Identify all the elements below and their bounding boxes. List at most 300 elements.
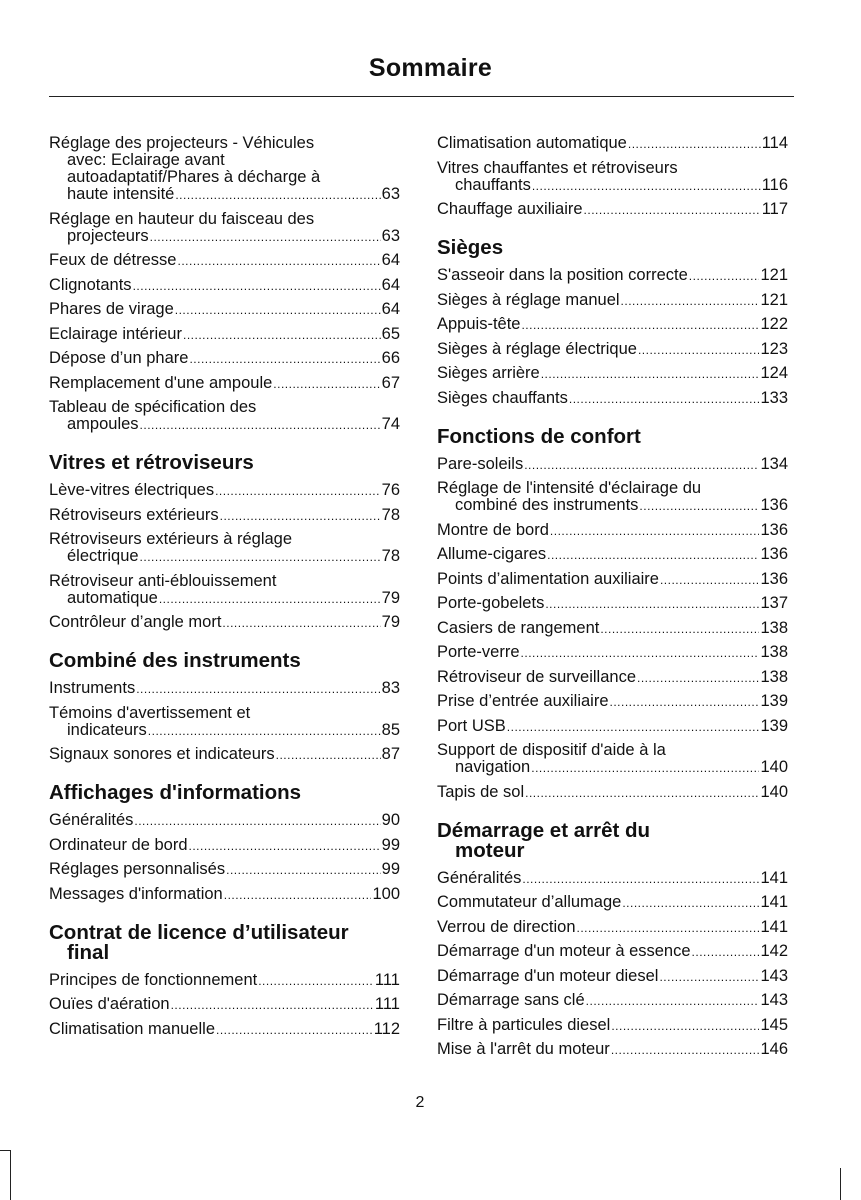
- toc-entry-text: Mise à l'arrêt du moteur: [437, 1040, 610, 1058]
- toc-page-number[interactable]: 136: [760, 520, 788, 539]
- toc-page-number[interactable]: 141: [760, 917, 788, 936]
- toc-entry-text: Généralités: [49, 811, 134, 829]
- toc-entry[interactable]: [49, 1021, 400, 1039]
- toc-entry-text: chauffants: [455, 175, 531, 194]
- dot-leader: [521, 316, 759, 334]
- toc-page-number[interactable]: 136: [760, 496, 788, 514]
- toc-entry-last-line: [49, 301, 400, 319]
- toc-page-number[interactable]: 140: [760, 758, 788, 776]
- toc-page-number[interactable]: 99: [381, 860, 400, 878]
- toc-entry-last-line: [437, 497, 788, 515]
- toc-entry-last-line: [437, 365, 788, 383]
- toc-entry-last-line: [49, 861, 400, 879]
- toc-entry-last-line: [437, 1041, 788, 1059]
- section-heading: [49, 783, 400, 803]
- toc-entry-last-line: [49, 886, 400, 904]
- dot-leader: [637, 669, 759, 687]
- toc-entry[interactable]: [437, 894, 788, 912]
- toc-page-number[interactable]: 143: [760, 966, 788, 985]
- toc-column-right: [437, 135, 788, 1066]
- toc-page-number[interactable]: 142: [760, 942, 788, 960]
- toc-entry-text: Appuis-tête: [437, 315, 521, 333]
- toc-entry[interactable]: [437, 1017, 788, 1035]
- toc-page-number[interactable]: 112: [373, 1019, 400, 1038]
- toc-page-number[interactable]: 141: [760, 868, 788, 887]
- toc-entry-text: Allume-cigares: [437, 545, 547, 563]
- section-heading-line: Combiné des instruments: [49, 649, 301, 672]
- toc-entry[interactable]: [49, 350, 400, 368]
- dot-leader: [522, 870, 759, 888]
- toc-entry[interactable]: [437, 595, 788, 613]
- toc-entry-text: Lève-vitres électriques: [49, 481, 215, 499]
- section-heading-line: final: [67, 940, 110, 964]
- toc-entry-text: Réglage des projecteurs - Véhicules: [49, 134, 315, 152]
- dot-leader: [136, 680, 380, 698]
- toc-entry-last-line: [437, 1017, 788, 1035]
- section-heading-line: Contrat de licence d’utilisateur: [49, 920, 349, 944]
- toc-page-number[interactable]: 64: [381, 251, 400, 269]
- toc-page-number[interactable]: 114: [761, 134, 788, 152]
- dot-leader: [258, 972, 374, 990]
- section-heading: [437, 238, 788, 258]
- toc-entry[interactable]: [49, 996, 400, 1014]
- toc-entry-text: Tapis de sol: [437, 782, 525, 801]
- section-heading-line: Fonctions de confort: [437, 424, 641, 448]
- toc-entry-last-line: [437, 919, 788, 937]
- toc-entry-text: Prise d’entrée auxiliaire: [437, 692, 609, 710]
- dot-leader: [525, 784, 759, 802]
- toc-entry-last-line: [437, 390, 788, 408]
- toc-entry-text: Port USB: [437, 716, 506, 735]
- dot-leader: [545, 595, 759, 613]
- toc-page-number[interactable]: 79: [381, 613, 400, 631]
- toc-entry-text: Chauffage auxiliaire: [437, 200, 583, 218]
- toc-entry[interactable]: [437, 456, 788, 474]
- toc-entry[interactable]: [49, 277, 400, 295]
- toc-entry-last-line: [437, 456, 788, 474]
- toc-entry-last-line: [49, 680, 400, 698]
- toc-entry-text: haute intensité: [67, 185, 175, 203]
- toc-entry[interactable]: [437, 718, 788, 736]
- dot-leader: [226, 861, 381, 879]
- toc-entry-text: Feux de détresse: [49, 251, 177, 269]
- toc-page-number[interactable]: 63: [381, 185, 400, 203]
- toc-entry-last-line: [49, 375, 400, 393]
- toc-page-number[interactable]: 124: [760, 364, 788, 382]
- toc-page-number[interactable]: 136: [760, 569, 788, 588]
- dot-leader: [178, 252, 381, 270]
- dot-leader: [220, 507, 381, 525]
- toc-entry-last-line: [49, 1021, 400, 1039]
- dot-leader: [175, 301, 381, 319]
- toc-entry-text: Contrôleur d’angle mort: [49, 613, 222, 631]
- toc-page-number[interactable]: 85: [381, 720, 400, 739]
- toc-entry-text: Généralités: [437, 868, 522, 887]
- toc-page-number[interactable]: 116: [761, 175, 788, 194]
- dot-leader: [569, 390, 760, 408]
- toc-entry[interactable]: [49, 326, 400, 344]
- toc-page-number[interactable]: 138: [760, 667, 788, 686]
- section-heading-line: moteur: [455, 838, 525, 862]
- toc-entry-last-line: [437, 759, 788, 777]
- toc-entry-last-line: [49, 746, 400, 764]
- toc-page-number[interactable]: 111: [374, 970, 400, 989]
- toc-entry-text: Sièges à réglage manuel: [437, 290, 620, 309]
- toc-entry-last-line: [49, 482, 400, 500]
- toc-entry-text: automatique: [67, 588, 158, 607]
- toc-entry-text: Rétroviseurs extérieurs: [49, 505, 219, 524]
- toc-entry-text: S'asseoir dans la position correcte: [437, 266, 688, 284]
- crop-mark: [840, 1168, 841, 1200]
- toc-entry-last-line: [49, 590, 400, 608]
- dot-leader: [541, 365, 760, 383]
- toc-entry[interactable]: [437, 644, 788, 662]
- toc-page-number[interactable]: 137: [760, 594, 788, 612]
- toc-page-number[interactable]: 138: [760, 618, 788, 637]
- toc-entry-text: Réglage en hauteur du faisceau des: [49, 209, 315, 228]
- dot-leader: [660, 571, 760, 589]
- toc-entry[interactable]: [437, 267, 788, 285]
- toc-entry-text: Points d’alimentation auxiliaire: [437, 569, 659, 588]
- dot-leader: [659, 968, 759, 986]
- toc-entry[interactable]: [437, 968, 788, 986]
- toc-page-number[interactable]: 133: [760, 388, 788, 407]
- toc-entry-text: Rétroviseurs extérieurs à réglage: [49, 530, 293, 548]
- toc-entry[interactable]: [437, 943, 788, 961]
- dot-leader: [547, 546, 759, 564]
- dot-leader: [134, 812, 380, 830]
- section-heading: [49, 651, 400, 671]
- dot-leader: [600, 620, 759, 638]
- dot-leader: [189, 350, 380, 368]
- toc-entry[interactable]: [49, 614, 400, 632]
- toc-entry-last-line: [437, 201, 788, 219]
- toc-entry-last-line: [49, 972, 400, 990]
- toc-entry-text: Sièges à réglage électrique: [437, 339, 637, 358]
- toc-entry-text: Instruments: [49, 679, 136, 697]
- toc-entry-last-line: [437, 595, 788, 613]
- dot-leader: [689, 267, 760, 285]
- toc-page-number[interactable]: 140: [760, 782, 788, 801]
- toc-entry-text: Rétroviseur anti-éblouissement: [49, 571, 277, 590]
- dot-leader: [224, 886, 372, 904]
- dot-leader: [140, 548, 381, 566]
- page-title: Sommaire: [368, 54, 493, 82]
- toc-entry[interactable]: [437, 669, 788, 687]
- dot-leader: [524, 456, 759, 474]
- toc-entry-last-line: [437, 571, 788, 589]
- toc-entry-text: Tableau de spécification des: [49, 398, 257, 416]
- toc-entry-last-line: [437, 870, 788, 888]
- toc-entry[interactable]: [437, 1041, 788, 1059]
- dot-leader: [611, 1041, 760, 1059]
- toc-entry[interactable]: [437, 571, 788, 589]
- toc-entry[interactable]: [437, 390, 788, 408]
- toc-entry[interactable]: [437, 522, 788, 540]
- toc-entry-text: projecteurs: [67, 226, 149, 245]
- toc-entry-last-line: [437, 267, 788, 285]
- toc-entry-text: Démarrage d'un moteur à essence: [437, 942, 691, 960]
- dot-leader: [584, 201, 761, 219]
- dot-leader: [222, 614, 380, 632]
- toc-entry-last-line: [437, 135, 788, 153]
- toc-entry-text: Vitres chauffantes et rétroviseurs: [437, 158, 678, 177]
- dot-leader: [628, 135, 761, 153]
- toc-entry[interactable]: [437, 919, 788, 937]
- dot-leader: [183, 326, 381, 344]
- toc-entry[interactable]: [49, 705, 400, 740]
- toc-entry-text: Clignotants: [49, 275, 132, 294]
- page-number: 2: [415, 1094, 425, 1111]
- toc-page-number[interactable]: 141: [760, 893, 788, 911]
- toc-entry[interactable]: [437, 784, 788, 802]
- toc-entry[interactable]: [437, 365, 788, 383]
- toc-page-number[interactable]: 136: [760, 545, 788, 563]
- toc-page-number[interactable]: 74: [381, 415, 400, 433]
- toc-page-number[interactable]: 64: [381, 275, 400, 294]
- toc-page-number[interactable]: 76: [381, 481, 400, 499]
- toc-entry[interactable]: [49, 746, 400, 764]
- toc-entry[interactable]: [437, 135, 788, 153]
- toc-entry[interactable]: [49, 301, 400, 319]
- toc-entry[interactable]: [49, 482, 400, 500]
- toc-entry-text: Pare-soleils: [437, 454, 524, 473]
- toc-entry[interactable]: [49, 837, 400, 855]
- section-heading-line: Sièges: [437, 236, 504, 259]
- toc-entry-last-line: [437, 784, 788, 802]
- toc-page-number[interactable]: 117: [761, 200, 788, 218]
- toc-page-number[interactable]: 64: [381, 300, 400, 318]
- toc-entry[interactable]: [437, 201, 788, 219]
- toc-entry[interactable]: [437, 870, 788, 888]
- toc-entry[interactable]: [437, 160, 788, 195]
- toc-entry[interactable]: [49, 886, 400, 904]
- toc-entry-text: Rétroviseur de surveillance: [437, 667, 637, 686]
- toc-entry-text: Verrou de direction: [437, 917, 576, 936]
- section-heading: [49, 920, 400, 964]
- toc-page-number[interactable]: 63: [381, 226, 400, 245]
- toc-entry-last-line: [437, 718, 788, 736]
- dot-leader: [150, 228, 381, 246]
- toc-entry-last-line: [437, 546, 788, 564]
- toc-entry-text: Dépose d’un phare: [49, 349, 189, 367]
- toc-entry-last-line: [437, 644, 788, 662]
- dot-leader: [133, 277, 381, 295]
- section-heading: [437, 424, 788, 448]
- crop-mark: [10, 1150, 11, 1200]
- toc-entry-text: Climatisation manuelle: [49, 1019, 215, 1038]
- section-heading-line: Affichages d'informations: [49, 781, 302, 804]
- toc-entry[interactable]: [437, 742, 788, 777]
- toc-entry-text: Filtre à particules diesel: [437, 1015, 611, 1034]
- toc-entry[interactable]: [437, 620, 788, 638]
- toc-entry-last-line: [49, 186, 400, 204]
- toc-page-number[interactable]: 65: [381, 324, 400, 343]
- toc-entry-text: Principes de fonctionnement: [49, 970, 258, 989]
- dot-leader: [610, 693, 760, 711]
- dot-leader: [175, 186, 380, 204]
- toc-entry-last-line: [49, 722, 400, 740]
- toc-entry-text: autoadaptatif/Phares à décharge à: [67, 168, 321, 186]
- toc-entry-last-line: [49, 350, 400, 368]
- toc-entry-last-line: [437, 292, 788, 310]
- section-heading-line: Démarrage et arrêt du: [437, 818, 651, 842]
- toc-entry-text: Sièges chauffants: [437, 388, 568, 407]
- toc-page-number[interactable]: 121: [760, 266, 788, 284]
- toc-entry-text: Porte-verre: [437, 643, 520, 661]
- dot-leader: [577, 919, 760, 937]
- toc-entry-last-line: [437, 522, 788, 540]
- section-heading-line: Vitres et rétroviseurs: [49, 451, 254, 474]
- toc-page-number[interactable]: 66: [381, 349, 400, 367]
- toc-entry[interactable]: [49, 861, 400, 879]
- dot-leader: [531, 759, 759, 777]
- toc-entry-last-line: [49, 614, 400, 632]
- toc-entry[interactable]: [437, 292, 788, 310]
- toc-entry-text: Sièges arrière: [437, 364, 540, 382]
- toc-entry-last-line: [437, 316, 788, 334]
- dot-leader: [215, 482, 381, 500]
- toc-entry-text: Casiers de rangement: [437, 618, 600, 637]
- dot-leader: [692, 943, 760, 961]
- toc-page-number[interactable]: 145: [760, 1015, 788, 1034]
- dot-leader: [521, 644, 760, 662]
- toc-page-number[interactable]: 79: [381, 588, 400, 607]
- toc-entry[interactable]: [49, 211, 400, 246]
- dot-leader: [159, 590, 381, 608]
- toc-page-number[interactable]: 146: [760, 1040, 788, 1058]
- toc-entry-text: électrique: [67, 547, 139, 565]
- toc-entry-last-line: [49, 837, 400, 855]
- dot-leader: [189, 837, 381, 855]
- toc-entry-text: Témoins d'avertissement et: [49, 703, 251, 722]
- toc-entry[interactable]: [49, 972, 400, 990]
- toc-entry-last-line: [437, 341, 788, 359]
- toc-entry-text: ampoules: [67, 415, 139, 433]
- toc-entry-last-line: [49, 548, 400, 566]
- toc-page-number[interactable]: 123: [760, 339, 788, 358]
- dot-leader: [621, 292, 760, 310]
- dot-leader: [171, 996, 374, 1014]
- toc-entry-text: Messages d'information: [49, 884, 223, 903]
- toc-entry-text: Commutateur d’allumage: [437, 893, 622, 911]
- toc-page-number[interactable]: 139: [760, 716, 788, 735]
- toc-page-number[interactable]: 100: [372, 884, 400, 903]
- toc-entry-last-line: [49, 416, 400, 434]
- toc-entry-text: navigation: [455, 758, 531, 776]
- dot-leader: [276, 746, 381, 764]
- toc-page-number[interactable]: 121: [760, 290, 788, 309]
- toc-entry-text: Remplacement d'une ampoule: [49, 373, 273, 392]
- toc-entry-text: Porte-gobelets: [437, 594, 545, 612]
- toc-entry[interactable]: [49, 399, 400, 434]
- toc-entry-last-line: [49, 507, 400, 525]
- dot-leader: [611, 1017, 759, 1035]
- toc-entry[interactable]: [49, 573, 400, 608]
- toc-page-number[interactable]: 143: [760, 991, 788, 1009]
- toc-page-number[interactable]: 122: [760, 315, 788, 333]
- toc-entry[interactable]: [49, 135, 400, 204]
- toc-page-number[interactable]: 111: [374, 995, 400, 1013]
- toc-entry-text: Ouïes d'aération: [49, 995, 170, 1013]
- toc-entry-text: Montre de bord: [437, 520, 549, 539]
- toc-page-number[interactable]: 83: [381, 679, 400, 697]
- dot-leader: [216, 1021, 373, 1039]
- toc-entry[interactable]: [437, 480, 788, 515]
- toc-entry-text: Réglages personnalisés: [49, 860, 226, 878]
- dot-leader: [507, 718, 760, 736]
- toc-entry[interactable]: [49, 531, 400, 566]
- toc-entry[interactable]: [49, 812, 400, 830]
- toc-entry-text: Démarrage d'un moteur diesel: [437, 966, 659, 985]
- toc-entry-last-line: [437, 177, 788, 195]
- title-divider: [49, 96, 794, 97]
- toc-page-number[interactable]: 87: [381, 745, 400, 763]
- toc-entry-last-line: [437, 968, 788, 986]
- toc-entry-text: Phares de virage: [49, 300, 174, 318]
- toc-entry-last-line: [49, 277, 400, 295]
- toc-entry-text: Eclairage intérieur: [49, 324, 182, 343]
- section-heading: [437, 818, 788, 862]
- toc-page-number[interactable]: 90: [381, 811, 400, 829]
- toc-entry-text: Climatisation automatique: [437, 134, 627, 152]
- toc-entry-last-line: [437, 669, 788, 687]
- toc-entry[interactable]: [49, 507, 400, 525]
- toc-page-number[interactable]: 138: [760, 643, 788, 661]
- toc-entry-text: avec: Eclairage avant: [67, 151, 225, 169]
- toc-page-number[interactable]: 78: [381, 547, 400, 565]
- toc-entry-last-line: [437, 992, 788, 1010]
- toc-page-number[interactable]: 67: [381, 373, 400, 392]
- dot-leader: [148, 722, 381, 740]
- toc-entry-last-line: [49, 252, 400, 270]
- toc-column-left: [49, 135, 400, 1045]
- toc-entry-last-line: [437, 943, 788, 961]
- toc-entry-text: Support de dispositif d'aide à la: [437, 741, 666, 759]
- toc-entry[interactable]: [49, 252, 400, 270]
- toc-entry[interactable]: [437, 316, 788, 334]
- toc-entry-text: combiné des instruments: [455, 496, 639, 514]
- dot-leader: [586, 992, 760, 1010]
- dot-leader: [550, 522, 760, 540]
- toc-entry[interactable]: [49, 375, 400, 393]
- toc-entry-last-line: [437, 693, 788, 711]
- toc-entry-text: Ordinateur de bord: [49, 835, 188, 854]
- toc-entry-last-line: [437, 894, 788, 912]
- toc-entry[interactable]: [49, 680, 400, 698]
- section-heading: [49, 453, 400, 473]
- toc-page-number[interactable]: 134: [760, 454, 788, 473]
- toc-page-number[interactable]: 99: [381, 835, 400, 854]
- dot-leader: [140, 416, 381, 434]
- toc-entry-last-line: [49, 812, 400, 830]
- toc-entry[interactable]: [437, 693, 788, 711]
- toc-entry-text: indicateurs: [67, 720, 147, 739]
- toc-entry[interactable]: [437, 546, 788, 564]
- dot-leader: [273, 375, 380, 393]
- dot-leader: [622, 894, 759, 912]
- toc-entry-last-line: [49, 228, 400, 246]
- toc-entry[interactable]: [437, 341, 788, 359]
- toc-entry-text: Signaux sonores et indicateurs: [49, 745, 275, 763]
- toc-entry-last-line: [49, 996, 400, 1014]
- toc-page-number[interactable]: 139: [760, 692, 788, 710]
- toc-entry[interactable]: [437, 992, 788, 1010]
- dot-leader: [532, 177, 761, 195]
- toc-entry-last-line: [437, 620, 788, 638]
- toc-page-number[interactable]: 78: [381, 505, 400, 524]
- dot-leader: [638, 341, 760, 359]
